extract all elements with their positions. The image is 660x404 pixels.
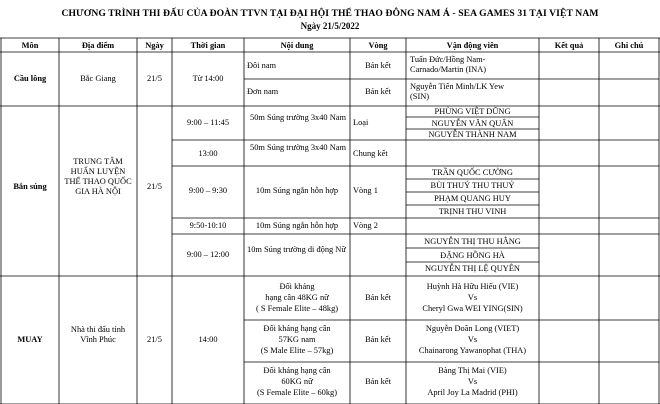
athlete-muay-1b: Cheryl Gwa WEI YING(SIN) [422, 304, 523, 313]
round-muay-2: Bán kết [365, 335, 391, 344]
date-badminton: 21/5 [147, 74, 162, 83]
athlete-badminton-doubles-line2: Carnado/Martin (INA) [410, 65, 487, 74]
col-header-sport: Môn [21, 41, 39, 50]
page-title: CHƯƠNG TRÌNH THI ĐẤU CỦA ĐOÀN TTVN TẠI ĐẠI HỘI THỂ THAO ĐÔNG NAM Á - SEA GAMES 31 TẠI VIỆT NAM [61, 8, 599, 19]
event-shooting-5: 10m Súng trường di động Nữ [247, 245, 346, 254]
athlete-badminton-singles-line2: (SIN) [410, 92, 430, 101]
event-shooting-3: 10m Súng ngắn hỗn hợp [255, 186, 339, 195]
event-muay-1-line2: hạng cân 48KG nữ [265, 293, 329, 302]
athlete-muay-2a: Nguyễn Doãn Long (VIET) [425, 324, 520, 333]
athlete-shooting-5a: NGUYỄN THỊ THU HẰNG [424, 237, 521, 246]
sport-muay: MUAY [17, 335, 43, 344]
round-muay-3: Bán kết [365, 377, 391, 386]
event-shooting-2: 50m Súng trường 3x40 Nam [250, 143, 346, 152]
sport-shooting: Bắn súng [13, 182, 47, 191]
athlete-shooting-3b: BÙI THUÝ THU THUỶ [430, 181, 515, 190]
vs-muay-1: Vs [467, 293, 478, 302]
col-header-time: Thời gian [190, 41, 226, 50]
vs-muay-3: Vs [467, 377, 478, 386]
col-header-date: Ngày [145, 41, 164, 50]
time-badminton: Từ 14:00 [192, 74, 224, 83]
round-shooting-1: Loại [353, 118, 369, 127]
round-badminton-singles: Bán kết [365, 87, 391, 96]
time-shooting-2: 13:00 [198, 149, 218, 158]
athlete-shooting-1a: PHÙNG VIỆT DŨNG [434, 107, 511, 116]
athlete-shooting-5c: NGUYỄN THỊ LỆ QUYÊN [425, 264, 520, 273]
event-muay-3-line3: (S Female Elite – 60kg) [256, 388, 337, 397]
col-header-result: Kết quả [554, 41, 584, 50]
col-header-round: Vòng [368, 41, 388, 50]
date-shooting: 21/5 [147, 182, 162, 191]
athlete-badminton-doubles-line1: Tuấn Đức/Hồng Nam- [410, 55, 486, 64]
date-muay: 21/5 [147, 335, 162, 344]
event-badminton-doubles: Đôi nam [247, 61, 277, 70]
round-shooting-4: Vòng 2 [353, 221, 378, 230]
vs-muay-2: Vs [467, 335, 478, 344]
athlete-shooting-1c: NGUYỄN THÀNH NAM [428, 130, 517, 139]
time-shooting-4: 9:50-10:10 [189, 221, 227, 230]
time-shooting-3: 9:00 – 9:30 [188, 186, 228, 195]
time-shooting-1: 9:00 – 11:45 [186, 118, 230, 127]
venue-shooting: TRUNG TÂM HUẤN LUYỆN THỂ THAO QUỐC GIA HÀ NỘI [64, 157, 132, 196]
athlete-muay-3b: April Joy La Madrid (PHI) [427, 388, 518, 397]
round-shooting-2: Chung kết [353, 149, 388, 158]
col-header-event: Nội dung [280, 41, 314, 50]
col-header-venue: Địa điểm [81, 41, 115, 50]
event-muay-2-line3: (S Male Elite – 57kg) [260, 346, 334, 355]
event-muay-1-line3: ( S Female Elite – 48kg) [255, 304, 339, 313]
athlete-muay-1a: Huỳnh Hà Hữu Hiếu (VIE) [426, 282, 519, 291]
col-header-athlete: Vận động viên [446, 41, 499, 50]
time-shooting-5: 9:00 – 12:00 [186, 250, 230, 259]
venue-badminton: Bắc Giang [80, 74, 116, 83]
athlete-shooting-3d: TRỊNH THU VINH [438, 207, 507, 216]
time-muay: 14:00 [198, 335, 218, 344]
athlete-shooting-3c: PHẠM QUANG HUY [434, 194, 511, 203]
athlete-badminton-singles-line1: Nguyễn Tiến Minh/LK Yew [410, 82, 504, 91]
event-badminton-singles: Đơn nam [247, 87, 279, 96]
round-badminton-doubles: Bán kết [365, 61, 391, 70]
event-muay-2-line2: 57KG nam [278, 335, 316, 344]
athlete-shooting-3a: TRẦN QUỐC CƯỜNG [432, 168, 513, 177]
round-shooting-3: Vòng 1 [353, 186, 378, 195]
round-muay-1: Bán kết [365, 293, 391, 302]
page-date: Ngày 21/5/2022 [300, 21, 360, 31]
athlete-shooting-1b: NGUYỄN VĂN QUÂN [431, 119, 514, 128]
event-muay-1-line1: Đối kháng [279, 282, 315, 291]
athlete-muay-2b: Chainarong Yawanophat (THA) [418, 346, 527, 355]
event-shooting-1: 50m Súng trường 3x40 Nam [250, 113, 346, 122]
col-header-note: Ghi chú [614, 41, 644, 50]
venue-muay: Nhà thi đấu tỉnh Vĩnh Phúc [70, 325, 126, 344]
athlete-muay-3a: Bàng Thị Mai (VIE) [438, 366, 507, 375]
event-muay-3-line1: Đối kháng hạng cân [263, 366, 331, 375]
event-muay-3-line2: 60KG nữ [281, 377, 313, 386]
sport-badminton: Cầu lông [13, 74, 47, 83]
athlete-shooting-5b: ĐẶNG HỒNG HÀ [440, 251, 505, 260]
event-shooting-4: 10m Súng ngắn hỗn hợp [255, 221, 339, 230]
event-muay-2-line1: Đối kháng hạng cân [263, 324, 331, 333]
